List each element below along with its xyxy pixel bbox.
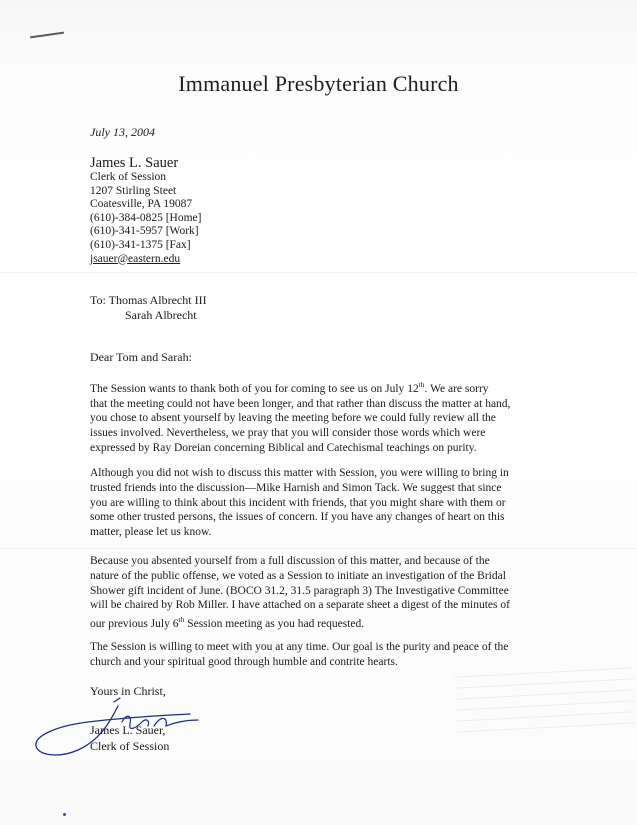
bleed-through-text xyxy=(454,667,637,736)
sender-name: James L. Sauer xyxy=(90,155,179,171)
recipient-to-line: To: Thomas Albrecht III xyxy=(90,293,207,307)
sender-phone-work: (610)-341-5957 [Work] xyxy=(90,225,199,238)
sender-phone-home: (610)-384-0825 [Home] xyxy=(90,211,202,224)
paragraph-line: our previous July 6th Session meeting as you had requested. xyxy=(90,615,365,631)
paragraph-line: trusted friends into the discussion—Mike Harnish and Simon Tack. We suggest that since xyxy=(90,481,502,494)
paragraph-line: church and your spiritual good through humble and contrite hearts. xyxy=(90,655,398,668)
body-paragraph xyxy=(90,554,540,632)
paragraph-line: that the meeting could not have been longer, and that rather than discuss the matter at hand, xyxy=(90,397,511,410)
salutation: Dear Tom and Sarah: xyxy=(90,350,192,364)
letterhead-title: Immanuel Presbyterian Church xyxy=(178,71,459,96)
paragraph-line: you chose to absent yourself by leaving the meeting before we could fully review all the xyxy=(90,412,496,425)
paragraph-line: matter, please let us know. xyxy=(90,526,212,539)
paragraph-line: will be chaired by Rob Miller. I have attached on a separate sheet a digest of the minutes of xyxy=(90,599,510,612)
paragraph-line: you are willing to think about this incident with friends, that you might share with them or xyxy=(90,496,506,509)
body-paragraph xyxy=(90,466,540,540)
fold-line xyxy=(0,272,637,273)
paragraph-line: nature of the public offense, we voted as a Session to initiate an investigation of the Bridal xyxy=(90,569,506,582)
body-paragraph xyxy=(90,378,540,456)
sender-title: Clerk of Session xyxy=(90,171,167,183)
paragraph-line: Because you absented yourself from a full discussion of this matter, and because of the xyxy=(90,555,490,567)
ink-speck xyxy=(63,813,66,816)
paragraph-line: some other trusted persons, the issues of concern. If you have any changes of heart on this xyxy=(90,511,505,524)
paragraph-line: Shower gift incident of June. (BOCO 31.2, 31.5 paragraph 3) The Investigative Committee xyxy=(90,584,509,597)
signer-title: Clerk of Session xyxy=(90,738,170,753)
signer-name: James L. Sauer, xyxy=(90,723,166,737)
paragraph-line: issues involved. Nevertheless, we pray that you will consider those words which were xyxy=(90,427,486,440)
paragraph-line: Although you did not wish to discuss this matter with Session, you were willing to bring in xyxy=(90,467,509,479)
recipient-second: Sarah Albrecht xyxy=(125,308,197,322)
sender-city: Coatesville, PA 19087 xyxy=(90,198,193,211)
letter-date: July 13, 2004 xyxy=(90,125,155,139)
sender-block xyxy=(90,155,201,266)
sender-street: 1207 Stirling Steet xyxy=(90,184,177,197)
fold-line xyxy=(0,548,637,549)
paragraph-line: expressed by Ray Doreian concerning Biblical and Catechismal teachings on purity. xyxy=(90,442,477,455)
recipient-block xyxy=(90,293,207,323)
closing: Yours in Christ, xyxy=(90,684,166,698)
body-paragraph xyxy=(90,640,540,670)
paragraph-line: The Session is willing to meet with you at any time. Our goal is the purity and peace of the xyxy=(90,641,509,653)
sender-phone-fax: (610)-341-1375 [Fax] xyxy=(90,238,191,251)
sender-email-link[interactable]: jsauer@eastern.edu xyxy=(90,252,181,265)
signer-block xyxy=(90,723,169,754)
paragraph-line: The Session wants to thank both of you for coming to see us on July 12th. We are sorry xyxy=(90,380,489,395)
pen-mark xyxy=(30,32,64,39)
